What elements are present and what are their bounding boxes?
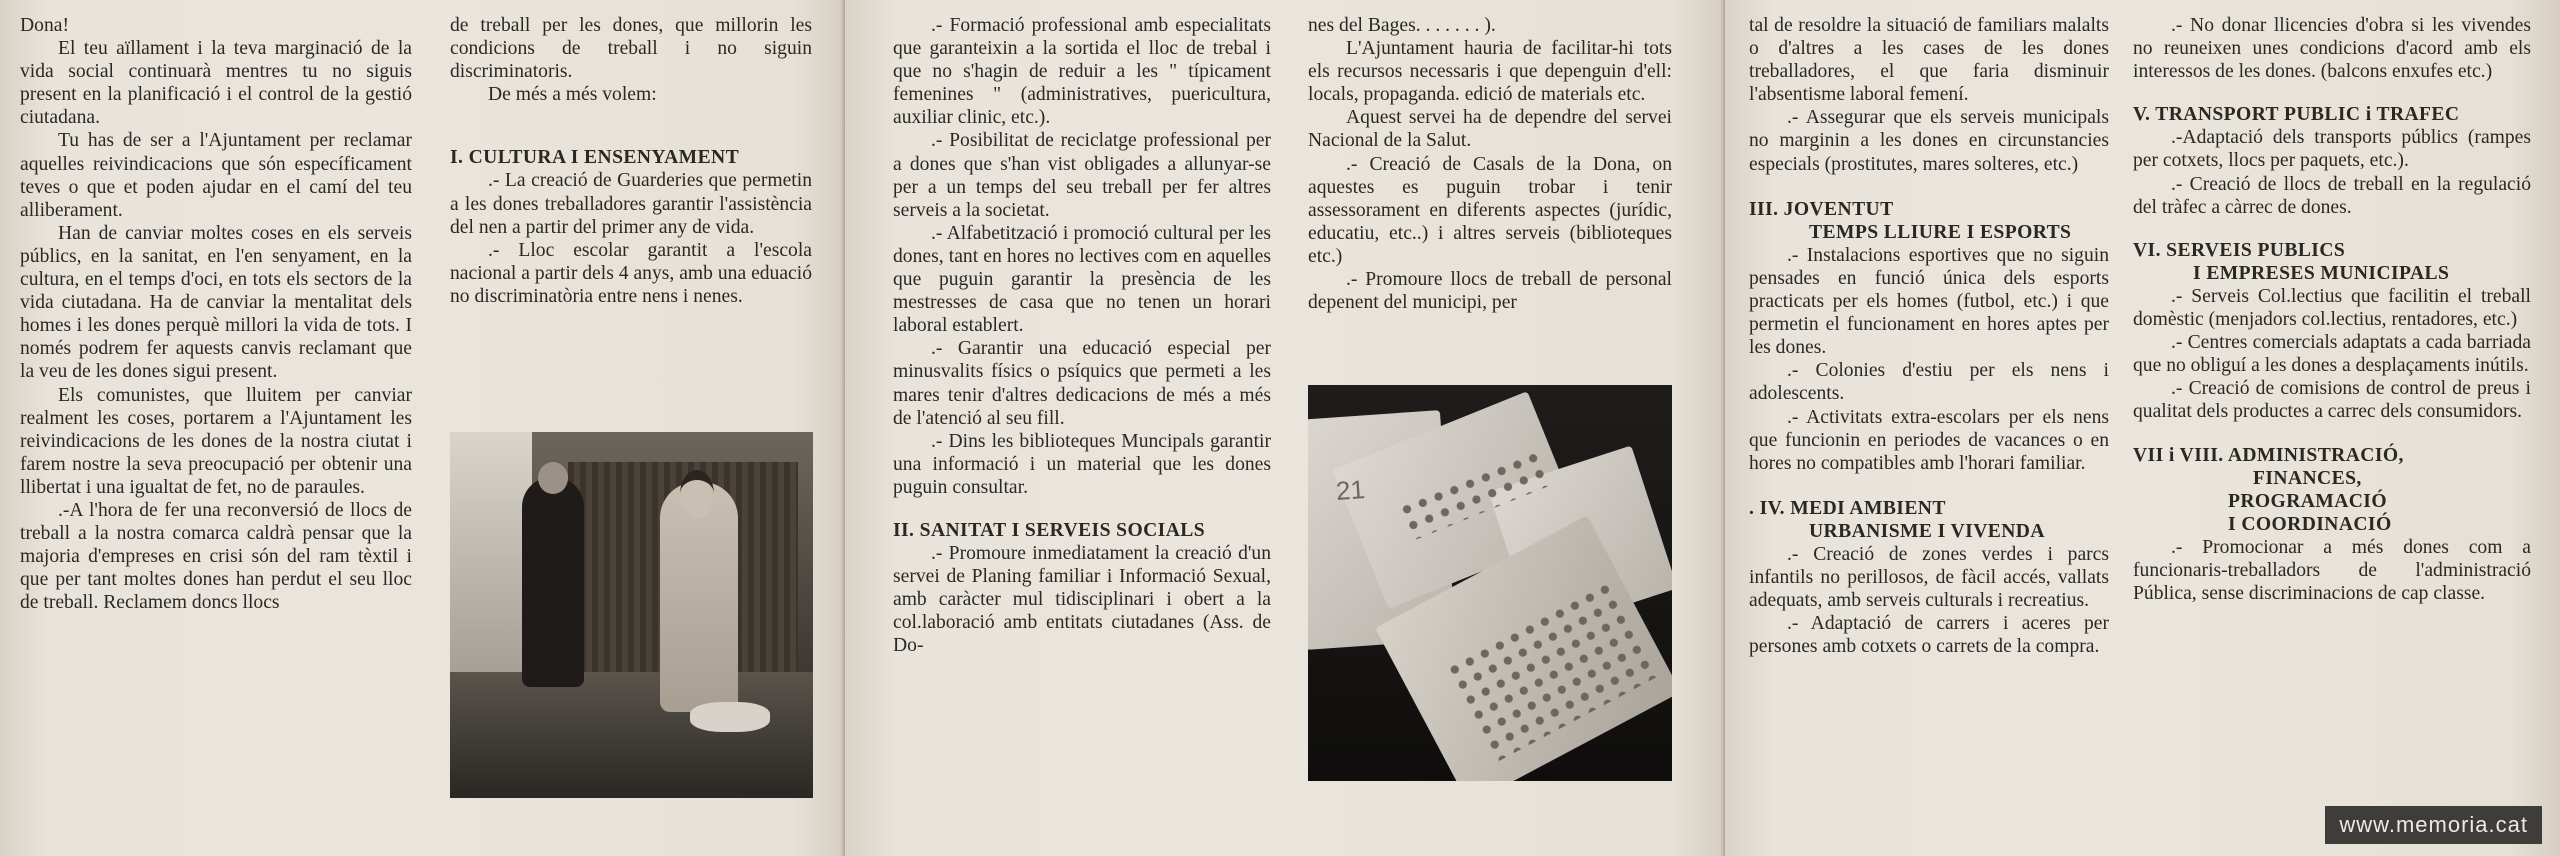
paragraph: nes del Bages. . . . . . . ). [1308,15,1496,36]
list-item: .- Promoure inmediatament la creació d'un servei de Planing familiar i Informació Sexual, amb caràcter mul tidisciplinari i obert a la col.laboració amb entitats ciutadanes (Ass. de Do- [893,543,1271,657]
paragraph: Tu has de ser a l'Ajuntament per reclamar aquelles reivindicacions que són específicament teves o que et poden ajudar en el camí del teu alliberament. [20,130,412,221]
list-item: .- Garantir una educació especial per minusvalits físics o psíquics que permeti a les mares tenir d'altres dedicacions de més a més de l'atenció al seu fill. [893,338,1271,429]
list-item: .- Activitats extra-escolars per els nens que funcionin en periodes de vacances o en hores no compatibles amb l'horari familiar. [1749,406,2109,474]
salutation: Dona! [20,15,69,36]
section-heading-6: VI. SERVEIS PUBLICS [2133,239,2346,261]
paragraph: Aquest servei ha de dependre del servei Nacional de la Salut. [1308,107,1672,152]
paragraph: Han de canviar moltes coses en els serveis públics, en la sanitat, en l'en senyament, en la cultura, en el temps d'oci, en tots els sectors de la vida ciutadana. Ha de canviar la mentalitat dels homes i les dones perquè millori la vida de tots. I només podrem fer aquests canvis reclamant que la veu de les dones sigui present. [20,222,412,383]
list-item: .- Creació de zones verdes i parcs infantils no perillosos, de fàcil accés, vallats adequats, amb serveis culturals i recreatius. [1749,543,2109,612]
list-item: .- Instalacions esportives que no siguin pensades en funció única dels esports practicats per els homes (futbol, etc.) i que permetin el funcionament en hores aptes per les dones. [1749,244,2109,359]
leaflet-page-right [1725,0,2560,856]
list-item: .- Creació de llocs de treball en la regulació del tràfec a càrrec de dones. [2133,173,2531,218]
section-heading-1: I. CULTURA I ENSENYAMENT [450,147,740,169]
list-item: .- Colonies d'estiu per els nens i adolescents. [1749,360,2109,405]
paragraph: tal de resoldre la situació de familiars malalts o d'altres a les cases de les dones treballadores, el que faria disminuir l'absentisme laboral femení. [1749,15,2109,106]
section-subheading-6: I EMPRESES MUNICIPALS [2193,262,2450,284]
text-column-1 [20,14,412,614]
paragraph: Els comunistes, que lluitem per canviar realment les coses, portarem a l'Ajuntament les reivindicacions de les dones de la nostra ciutat i farem nostre la seva preocupació per obtenir una llibertat i una igualtat de fet, no de paraules. [20,384,412,498]
text-column-5 [1749,14,2109,658]
paragraph: De més a més volem: [488,84,657,106]
text-column-6 [2133,14,2531,605]
watermark: www.memoria.cat [2325,806,2542,844]
list-item: .- Lloc escolar garantit a l'escola nacional a partir dels 4 anys, amb una eduació no discriminatòria entre nens i nenes. [450,239,812,307]
section-subheading-3: TEMPS LLIURE I ESPORTS [1809,221,2072,243]
section-heading-2: II. SANITAT I SERVEIS SOCIALS [893,519,1206,541]
section-heading-4: . IV. MEDI AMBIENT [1749,497,1946,519]
list-item: .- Serveis Col.lectius que facilitin el treball domèstic (menjadors col.lectius, rentadores, etc.) [2133,285,2531,331]
list-item: .- Posibilitat de reciclatge professional per a dones que s'han vist obligades a allunyar-se per a un temps del seu treball per fer altres serveis a la societat. [893,130,1271,221]
list-item: .- Formació professional amb especialitats que garanteixin a la sortida el lloc de trebal i que no s'hagin de reduir a les " típicament femenines " (administratives, puericultura, auxiliar clinic, etc.). [893,15,1271,129]
pill-pack-label: 21 [1334,474,1366,506]
list-item: .- Creació de Casals de la Dona, on aquestes es puguin trobar i tenir assessorament en diferents aspectes (jurídic, educatiu, etc..) i altres serveis (biblioteques etc.) [1308,153,1672,267]
section-heading-7: VII i VIII. ADMINISTRACIÓ, [2133,444,2404,466]
photo-women-cleaning [450,432,813,798]
section-subheading-7a: FINANCES, [2253,467,2362,489]
text-column-2 [450,14,812,308]
leaflet-page-left [0,0,845,856]
list-item: .- No donar llicencies d'obra si les vivendes no reuneixen unes condicions d'acord amb els interessos de les dones. (balcons enxufes etc.) [2133,15,2531,83]
list-item: .- Dins les biblioteques Muncipals garantir una informació i un material que les dones puguin consultar. [893,430,1271,498]
section-subheading-7b: PROGRAMACIÓ [2228,490,2387,512]
section-heading-5: V. TRANSPORT PUBLIC i TRAFEC [2133,104,2460,126]
paragraph: de treball per les dones, que millorin les condicions de treball i no siguin discriminatoris. [450,15,812,83]
paragraph: L'Ajuntament hauria de facilitar-hi tots els recursos necessaris i que depenguin d'ell: locals, propaganda. edició de materials etc. [1308,38,1672,106]
text-column-3 [893,14,1271,658]
list-item: .- Creació de comisions de control de preus i qualitat dels productes a carrec dels consumidors. [2133,378,2531,423]
list-item: .- Centres comercials adaptats a cada barriada que no obliguí a les dones a desplaçaments inútils. [2133,332,2531,377]
paragraph: El teu aïllament i la teva marginació de la vida social continuarà mentres tu no siguis present en la planificació i el control de la gestió ciutadana. [20,38,412,129]
list-item: .- La creació de Guarderies que permetin a les dones treballadores garantir l'assistència del nen a partir del primer any de vida. [450,170,812,238]
list-item: .- Alfabetització i promoció cultural per les dones, tant en hores no lectives com en aquelles que puguin garantir la presència de les mestresses de casa que no tenen un horari laboral establert. [893,222,1271,337]
list-item: .- Assegurar que els serveis municipals no marginin a les dones en circunstancies especials (prostitutes, mares solteres, etc.) [1749,107,2109,175]
list-item: .-Adaptació dels transports públics (rampes per cotxets, llocs per paquets, etc.). [2133,127,2531,172]
photo-contraceptive-pills [1308,385,1672,781]
text-column-4 [1308,14,1672,314]
section-heading-3: III. JOVENTUT [1749,198,1894,220]
list-item: .- Promocionar a més dones com a funcionaris-treballadors de l'administració Pública, sense discriminacions de cap classe. [2133,536,2531,605]
section-subheading-4: URBANISME I VIVENDA [1809,520,2045,542]
list-item: .- Adaptació de carrers i aceres per persones amb cotxets o carrets de la compra. [1749,613,2109,658]
leaflet-page-middle [845,0,1725,856]
list-item: .- Promoure llocs de treball de personal depenent del municipi, per [1308,269,1672,314]
section-subheading-7c: I COORDINACIÓ [2228,513,2392,535]
paragraph: .-A l'hora de fer una reconversió de llocs de treball a la nostra comarca caldrà pensar que la majoria d'empreses en crisi són del ram tèxtil i que per tant moltes dones han perdut el seu lloc de treball. Reclamem doncs llocs [20,499,412,614]
